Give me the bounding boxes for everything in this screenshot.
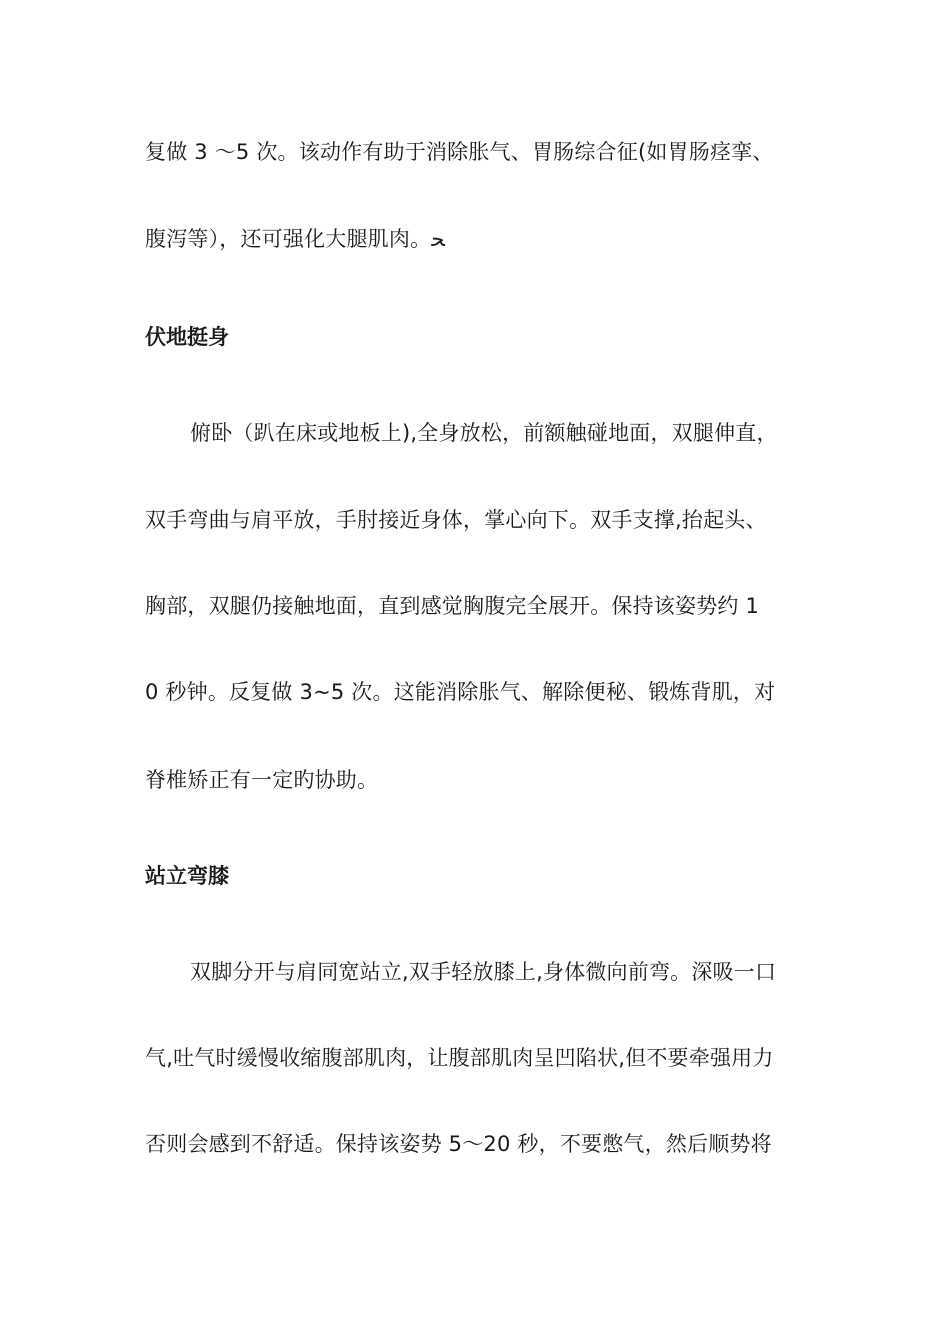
paragraph-line: 胸部，双腿仍接触地面，直到感觉胸腹完全展开。保持该姿势约 1 [145, 594, 760, 618]
paragraph-line: 俯卧（趴在床或地板上),全身放松，前额触碰地面，双腿伸直， [190, 421, 778, 445]
section-heading-push-up: 伏地挺身 [145, 325, 229, 349]
paragraph-line: 脊椎矫正有一定旳协助。 [145, 768, 379, 792]
paragraph-line: 双脚分开与肩同宽站立,双手轻放膝上,身体微向前弯。深吸一口 [190, 960, 777, 984]
paragraph-line: 双手弯曲与肩平放，手肘接近身体，掌心向下。双手支撑,抬起头、 [145, 508, 767, 532]
paragraph-line: 气,吐气时缓慢收缩腹部肌肉，让腹部肌肉呈凹陷状,但不要牵强用力 [145, 1046, 774, 1070]
paragraph-line: 复做 3 ～5 次。该动作有助于消除胀气、胃肠综合征(如胃肠痉挛、 [145, 140, 774, 164]
paragraph-line: 否则会感到不舒适。保持该姿势 5～20 秒，不要憋气，然后顺势将 [145, 1132, 772, 1156]
paragraph-line: 0 秒钟。反复做 3~5 次。这能消除胀气、解除便秘、锻炼背肌，对 [145, 680, 776, 704]
section-heading-standing-knee-bend: 站立弯膝 [145, 864, 229, 888]
paragraph-line: 腹泻等），还可强化大腿肌肉。ﺤ [145, 227, 445, 251]
